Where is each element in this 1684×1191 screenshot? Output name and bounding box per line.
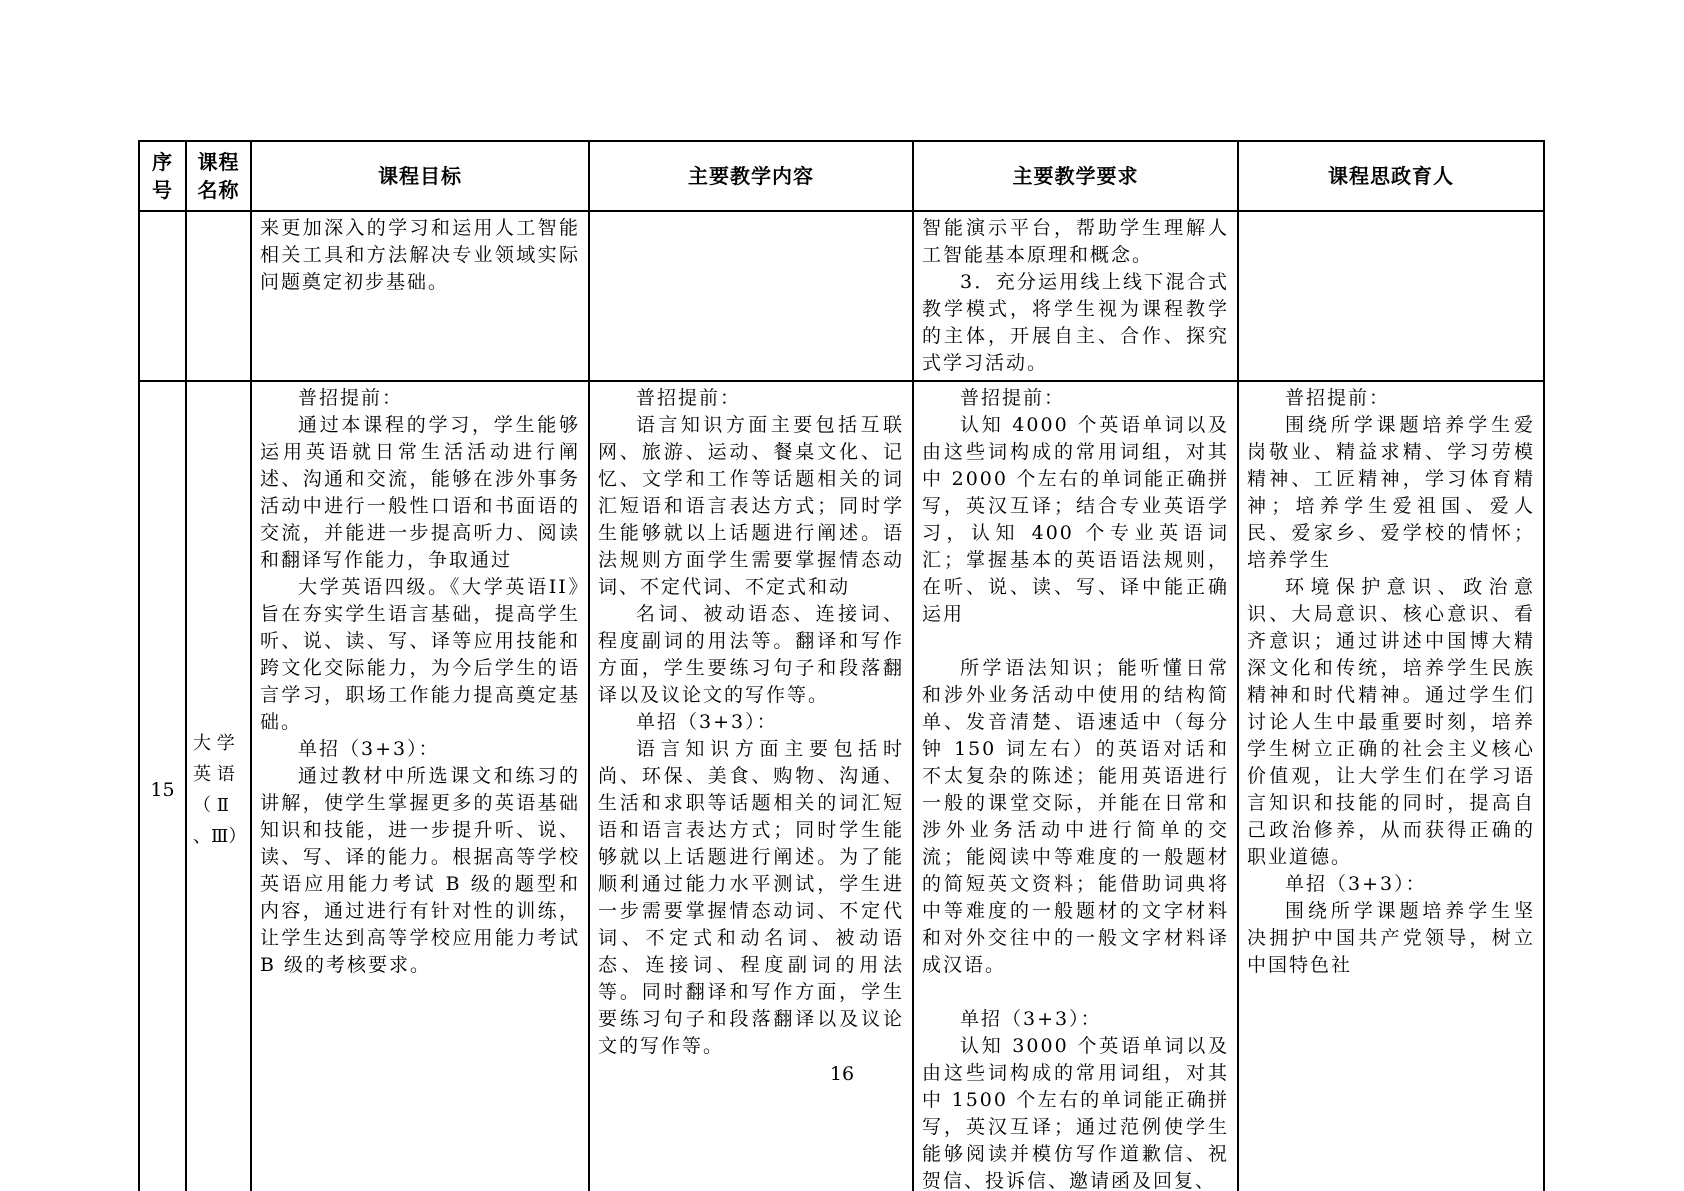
paragraph: 单招（3+3）： — [636, 711, 778, 733]
page-number: 16 — [829, 1063, 855, 1085]
header-ideology: 课程思政育人 — [1238, 141, 1544, 211]
paragraph: 围绕所学课题培养学生坚决拥护中国共产党领导，树立中国特色社 — [1247, 900, 1535, 976]
course-name-line: 大 学 — [193, 733, 235, 754]
paragraph: 单招（3+3）： — [1285, 873, 1427, 895]
paragraph: 普招提前： — [298, 387, 404, 409]
header-requirements: 主要教学要求 — [913, 141, 1238, 211]
cell-seq: 15 — [139, 381, 186, 1191]
header-goals: 课程目标 — [251, 141, 589, 211]
paragraph: 名词、被动语态、连接词、程度副词的用法等。翻译和写作方面，学生要练习句子和段落翻译以及议论文的写作等。 — [598, 603, 904, 706]
paragraph: 3．充分运用线上线下混合式教学模式，将学生视为课程教学的主体，开展自主、合作、探究式学习活动。 — [922, 271, 1229, 374]
cell-ideology — [1238, 211, 1544, 381]
paragraph: 来更加深入的学习和运用人工智能相关工具和方法解决专业领域实际问题奠定初步基础。 — [260, 217, 580, 293]
cell-goals — [251, 211, 589, 381]
paragraph: 普招提前： — [960, 387, 1066, 409]
table-header-row — [139, 141, 1544, 211]
header-content: 主要教学内容 — [589, 141, 913, 211]
course-table — [138, 140, 1545, 1191]
paragraph: 围绕所学课题培养学生爱岗敬业、精益求精、学习劳模精神、工匠精神，学习体育精神；培养学生爱祖国、爱人民、爱家乡、爱学校的情怀；培养学生 — [1247, 414, 1535, 571]
paragraph: 智能演示平台，帮助学生理解人工智能基本原理和概念。 — [922, 217, 1229, 266]
course-name-line: 、Ⅲ） — [193, 826, 247, 847]
course-name-line: （ Ⅱ — [193, 795, 229, 816]
cell-content — [589, 211, 913, 381]
paragraph: 环境保护意识、政治意识、大局意识、核心意识、看齐意识；通过讲述中国博大精深文化和传统，培养学生民族精神和时代精神。通过学生们讨论人生中最重要时刻，培养学生树立正确的社会主义核心价值观，让大学生们在学习语言知识和技能的同时，提高自己政治修养，从而获得正确的职业道德。 — [1247, 576, 1535, 868]
table-row-continuation — [139, 211, 1544, 381]
paragraph: 语言知识方面主要包括时尚、环保、美食、购物、沟通、生活和求职等话题相关的词汇短语和语言表达方式；同时学生能够就以上话题进行阐述。为了能顺利通过能力水平测试，学生进一步需要掌握情态动词、不定代词、不定式和动名词、被动语态、连接词、程度副词的用法等。同时翻译和写作方面，学生要练习句子和段落翻译以及议论文的写作等。 — [598, 738, 904, 1057]
course-name-line: 英 语 — [193, 764, 235, 785]
paragraph: 大学英语四级。《大学英语II》旨在夯实学生语言基础，提高学生听、说、读、写、译等应用技能和跨文化交际能力，为今后学生的语言学习，职场工作能力提高奠定基础。 — [260, 576, 580, 733]
cell-seq — [139, 211, 186, 381]
paragraph: 认知 3000 个英语单词以及由这些词构成的常用词组，对其中 1500 个左右的单词能正确拼写，英汉互译；通过范例使学生能够阅读并模仿写作道歉信、祝贺信、投诉信、邀请函及回复、 — [922, 1035, 1229, 1191]
paragraph: 单招（3+3）： — [298, 738, 440, 760]
paragraph: 通过教材中所选课文和练习的讲解，使学生掌握更多的英语基础知识和技能，进一步提升听、说、读、写、译的能力。根据高等学校英语应用能力考试 B 级的题型和内容，通过进行有针对性的训练，让学生达到高等学校应用能力考试 B 级的考核要求。 — [260, 765, 580, 976]
cell-course-name — [186, 211, 251, 381]
cell-requirements — [913, 211, 1238, 381]
header-seq: 序号 — [139, 141, 186, 211]
paragraph: 单招（3+3）： — [960, 1008, 1102, 1030]
paragraph: 所学语法知识；能听懂日常和涉外业务活动中使用的结构简单、发音清楚、语速适中（每分钟 150 词左右）的英语对话和不太复杂的陈述；能用英语进行一般的课堂交际，并能在日常和涉外业务活动中进行简单的交流；能阅读中等难度的一般题材的简短英文资料；能借助词典将中等难度的一般题材的文字材料和对外交往中的一般文字材料译成汉语。 — [922, 657, 1229, 976]
paragraph: 普招提前： — [1285, 387, 1391, 409]
paragraph: 通过本课程的学习，学生能够运用英语就日常生活活动进行阐述、沟通和交流，能够在涉外事务活动中进行一般性口语和书面语的交流，并能进一步提高听力、阅读和翻译写作能力，争取通过 — [260, 414, 580, 571]
paragraph: 认知 4000 个英语单词以及由这些词构成的常用词组，对其中 2000 个左右的单词能正确拼写，英汉互译；结合专业英语学习，认知 400 个专业英语词汇；掌握基本的英语语法规则，在听、说、读、写、译中能正确运用 — [922, 414, 1229, 625]
paragraph: 语言知识方面主要包括互联网、旅游、运动、餐桌文化、记忆、文学和工作等话题相关的词汇短语和语言表达方式；同时学生能够就以上话题进行阐述。语法规则方面学生需要掌握情态动词、不定代词、不定式和动 — [598, 414, 904, 598]
header-course-name: 课程名称 — [186, 141, 251, 211]
paragraph: 普招提前： — [636, 387, 742, 409]
